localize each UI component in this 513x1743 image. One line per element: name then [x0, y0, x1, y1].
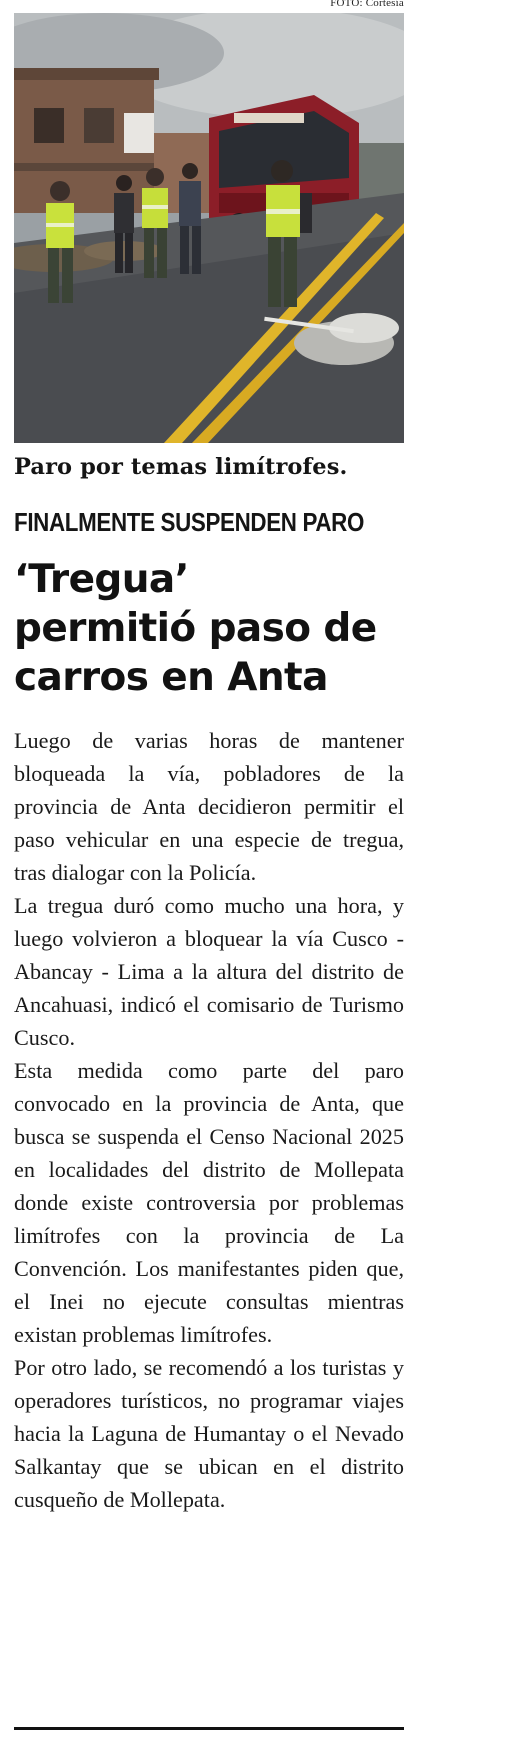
photo-caption: Paro por temas limítrofes.: [14, 454, 348, 480]
headline-line-3: carros en Anta: [14, 655, 328, 700]
paragraph: La tregua duró como mucho una hora, y luego volvieron a bloquear la vía Cusco - Abancay - Lima a la altura del distrito de Ancahuasi, indicó el comisario de Turismo Cusco.: [14, 893, 404, 1050]
paragraph: Esta medida como parte del paro convocado en la provincia de Anta, que busca se suspenda el Censo Nacional 2025 en localidades del distrito de Mollepata donde existe controversia por problemas limítrofes con la provincia de La Convención. Los manifestantes piden que, el Inei no ejecute consultas mientras existan problemas limítrofes.: [14, 1058, 404, 1347]
paragraph: Luego de varias horas de mantener bloqueada la vía, pobladores de la provincia de Anta decidieron permitir el paso vehicular en una especie de tregua, tras dialogar con la Policía.: [14, 728, 404, 885]
photo-credit: FOTO: Cortesía: [330, 0, 404, 9]
headline-line-2: permitió paso de: [14, 606, 377, 651]
article-body: [14, 724, 404, 1516]
news-photo: [14, 13, 404, 443]
kicker: FINALMENTE SUSPENDEN PARO: [14, 507, 365, 537]
headline: [14, 555, 414, 702]
headline-line-1: ‘Tregua’: [14, 557, 189, 602]
paragraph: Por otro lado, se recomendó a los turistas y operadores turísticos, no programar viajes hacia la Laguna de Humantay o el Nevado Salkantay que se ubican en el distrito cusqueño de Mollepata.: [14, 1355, 404, 1512]
bottom-rule: [14, 1727, 404, 1730]
